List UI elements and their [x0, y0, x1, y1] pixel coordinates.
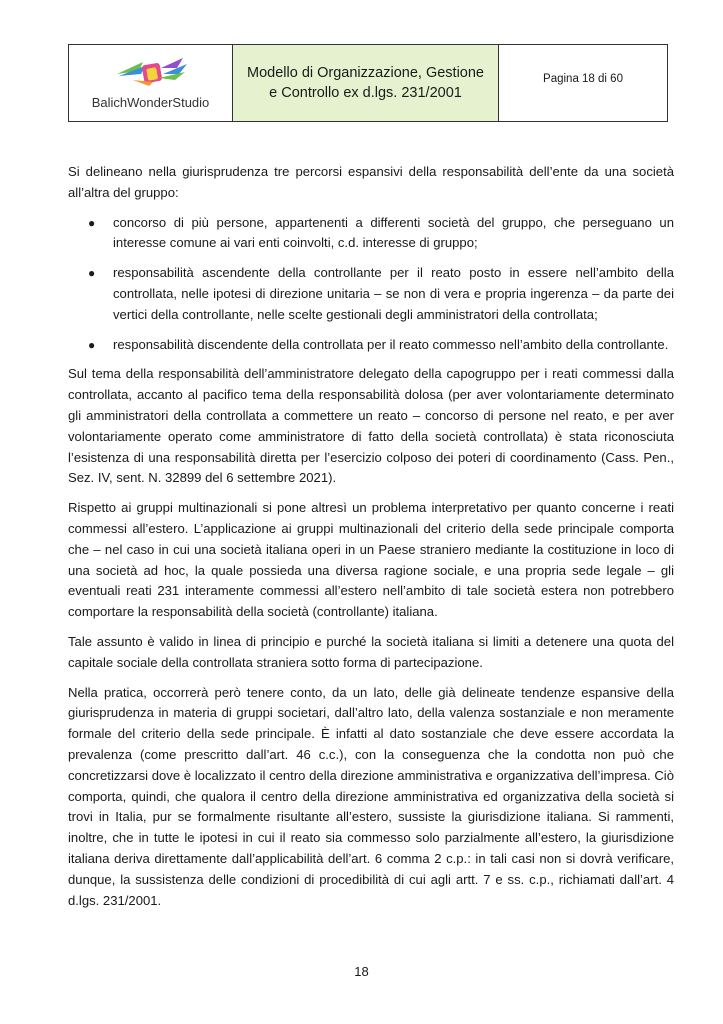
balich-logo-icon: [113, 54, 193, 94]
page-indicator: Pagina 18 di 60: [543, 73, 623, 85]
list-item-text: concorso di più persone, appartenenti a differenti società del gruppo, che perseguano un interesse comune ai vari enti coinvolti, c.d. interesse di gruppo;: [113, 214, 674, 251]
logo-text: BalichWonderStudio: [91, 95, 210, 110]
paragraph: Nella pratica, occorrerà però tenere conto, da un lato, delle già delineate tendenze espansive della giurisprudenza in materia di gruppi societari, dall’altro lato, della valenza sostanziale e non meramente formale del criterio della sede principale. È infatti al dato sostanziale che deve essere accordata la prevalenza (come prescritto dall’art. 46 c.c.), con la conseguenza che la condotta non può che concretizzarsi dove è localizzato il centro della direzione amministrativa e organizzativa dell’impresa. Ciò comporta, quindi, che qualora il centro della direzione amministrativa ed organizzativa della società si trovi in Italia, pur se formalmente risultante all’estero, sussiste la giurisdizione italiana. Si rammenti, inoltre, che in tutte le ipotesi in cui il reato sia commesso solo parzialmente all’estero, la giurisdizione italiana deriva direttamente dall’applicabilità dell’art. 6 comma 2 c.p.: in tali casi non si dovrà verificare, dunque, la sussistenza delle condizioni di procedibilità di cui agli artt. 7 e ss. c.p., richiamati dall’art. 4 d.lgs. 231/2001.: [68, 684, 674, 908]
bullet-icon: ●: [88, 215, 96, 230]
list-item: [68, 335, 674, 356]
list-item-text: responsabilità discendente della controllata per il reato commesso nell’ambito della controllante.: [113, 336, 669, 352]
paragraph: Sul tema della responsabilità dell’amministratore delegato della capogruppo per i reati commessi dalla controllata, accanto al pacifico tema della responsabilità dolosa (per aver volontariamente determinato gli amministratori della controllata a commettere un reato – concorso di persone nel reato, e per aver volontariamente operato come amministratore di fatto della società controllata) è stata riconosciuta l’esistenza di una responsabilità diretta per l’esercizio colposo dei poteri di coordinamento (Cass. Pen., Sez. IV, sent. N. 32899 del 6 settembre 2021).: [68, 366, 674, 486]
document-title: Modello di Organizzazione, Gestione e Controllo ex d.lgs. 231/2001: [233, 45, 499, 121]
document-body: [68, 162, 674, 920]
logo-cell: [69, 45, 233, 121]
page-number: 18: [354, 964, 369, 979]
paragraph: Rispetto ai gruppi multinazionali si pone altresì un problema interpretativo per quanto concerne i reati commessi all’estero. L’applicazione ai gruppi multinazionali del criterio della sede principale comporta che – nel caso in cui una società italiana operi in un Paese straniero mediante la costituzione in loco di una società ad hoc, la quale possieda una diversa ragione sociale, e una propria sede legale – gli eventuali reati 231 interamente commessi all’estero nell’ambito di tale società estera non potrebbero comportare la responsabilità della società (controllante) italiana.: [68, 500, 674, 620]
list-item: [68, 213, 674, 255]
intro-paragraph: Si delineano nella giurisprudenza tre percorsi espansivi della responsabilità dell’ente da una società all’altra del gruppo:: [68, 164, 674, 200]
list-item-text: responsabilità ascendente della controllante per il reato posto in essere nell’ambito della controllata, nelle ipotesi di direzione unitaria – se non di vera e propria ingerenza – da parte dei vertici della controllante, nelle scelte gestionali degli amministratori della controllata;: [113, 265, 674, 322]
bullet-icon: ●: [88, 337, 96, 352]
document-header: [68, 44, 668, 122]
list-item: [68, 263, 674, 325]
bullet-icon: ●: [88, 266, 96, 281]
paragraph: Tale assunto è valido in linea di principio e purché la società italiana si limiti a detenere una quota del capitale sociale della controllata straniera sotto forma di partecipazione.: [68, 633, 674, 670]
bullet-list: [68, 213, 674, 356]
